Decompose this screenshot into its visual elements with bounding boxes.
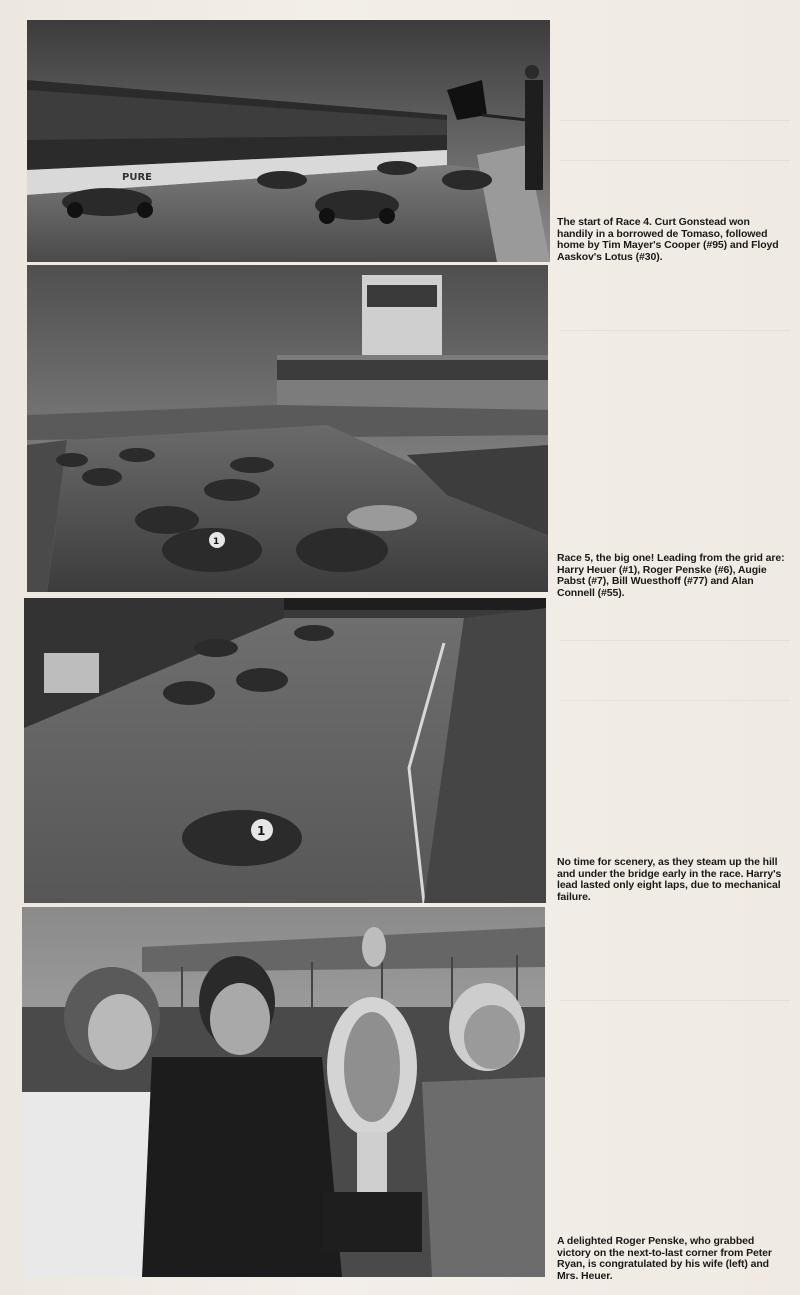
victory-image: [22, 907, 545, 1277]
caption-race-4-start: The start of Race 4. Curt Gonstead won handily in a borrowed de Tomaso, followed home by Tim Mayer's Cooper (#95) and Floyd Aaskov's Lotus (#30).: [557, 216, 779, 263]
hill-bridge-image: [24, 598, 546, 903]
caption-race-5-grid: Race 5, the big one! Leading from the grid are: Harry Heuer (#1), Roger Penske (#6), Augie Pabst (#7), Bill Wuesthoff (#77) and Alan Connell (#55).: [557, 552, 785, 599]
photo-victory-trophy: [22, 907, 545, 1277]
race-start-image: [27, 20, 550, 262]
pure-sign: PURE: [122, 172, 152, 183]
photo-race-4-start: [27, 20, 550, 262]
race-grid-image: [27, 265, 548, 592]
photo-race-5-grid: [27, 265, 548, 592]
car-number-1: 1: [213, 537, 220, 547]
photo-hill-bridge: [24, 598, 546, 903]
caption-victory-trophy: A delighted Roger Penske, who grabbed victory on the next-to-last corner from Peter Ryan, is congratulated by his wife (left) and Mrs. Heuer.: [557, 1235, 772, 1282]
car-number-1-hill: 1: [257, 824, 266, 838]
caption-hill-bridge: No time for scenery, as they steam up the hill and under the bridge early in the race. Harry's lead lasted only eight laps, due to mechanical failure.: [557, 856, 782, 903]
